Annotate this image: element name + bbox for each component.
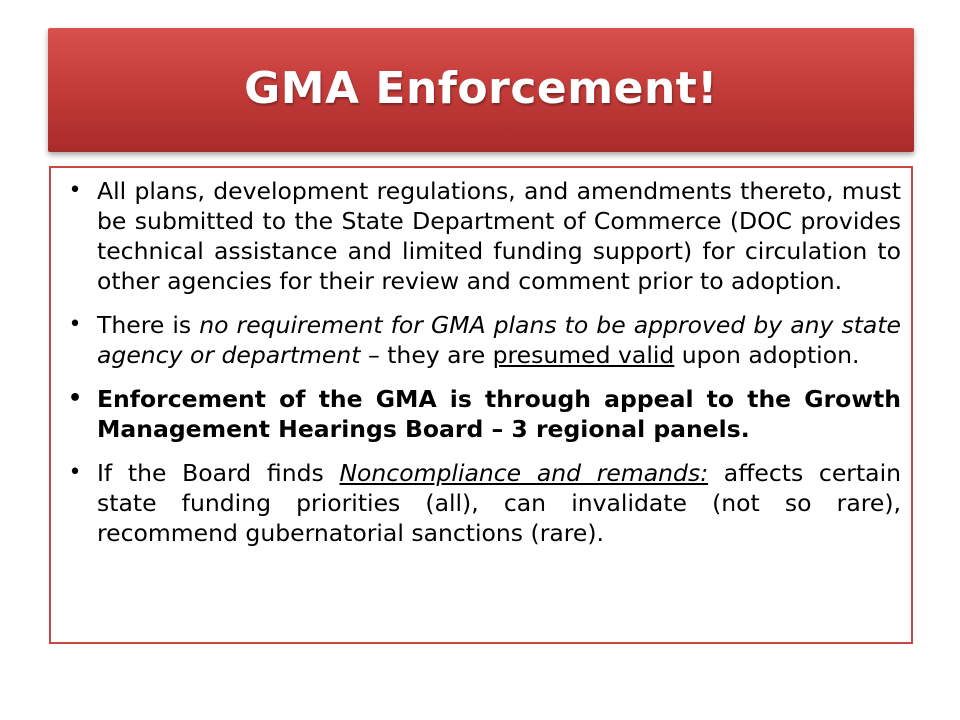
- slide-title: GMA Enforcement!: [244, 62, 718, 114]
- bullet-item-submission: [65, 176, 901, 296]
- title-banner: [48, 28, 914, 152]
- bullet-item-noncompliance: [65, 458, 901, 548]
- bullet-text: If the Board finds: [97, 459, 340, 487]
- bullet-text: – they are: [360, 341, 493, 369]
- bullet-text: All plans, development regulations, and amendments thereto, must be submitted to the State Department of Commerce (DOC provides technical assistance and limited funding support) for circulation to other agencies for their review and comment prior to adoption.: [97, 177, 901, 295]
- bullet-icon: •: [68, 178, 82, 203]
- bullet-emphasis: no requirement for GMA plans to be approved by any state agency or department: [97, 311, 901, 369]
- bullet-text: There is: [97, 311, 200, 339]
- bullet-icon: •: [67, 386, 83, 411]
- bullet-item-no-approval: [65, 310, 901, 370]
- content-box: [49, 166, 913, 644]
- bullet-text: upon adoption.: [674, 341, 860, 369]
- bullet-emphasis-underline: Noncompliance and remands:: [339, 459, 709, 487]
- bullet-icon: •: [68, 460, 82, 485]
- bullet-list: [65, 176, 901, 548]
- bullet-text: Enforcement of the GMA is through appeal to the Growth Management Hearings Board – 3 regional panels.: [97, 385, 901, 443]
- bullet-item-enforcement: [65, 384, 901, 444]
- bullet-underline: presumed valid: [492, 341, 675, 369]
- bullet-icon: •: [68, 312, 82, 337]
- bullet-text: affects certain state funding priorities (all), can invalidate (not so rare), recommend gubernatorial sanctions (rare).: [97, 459, 902, 547]
